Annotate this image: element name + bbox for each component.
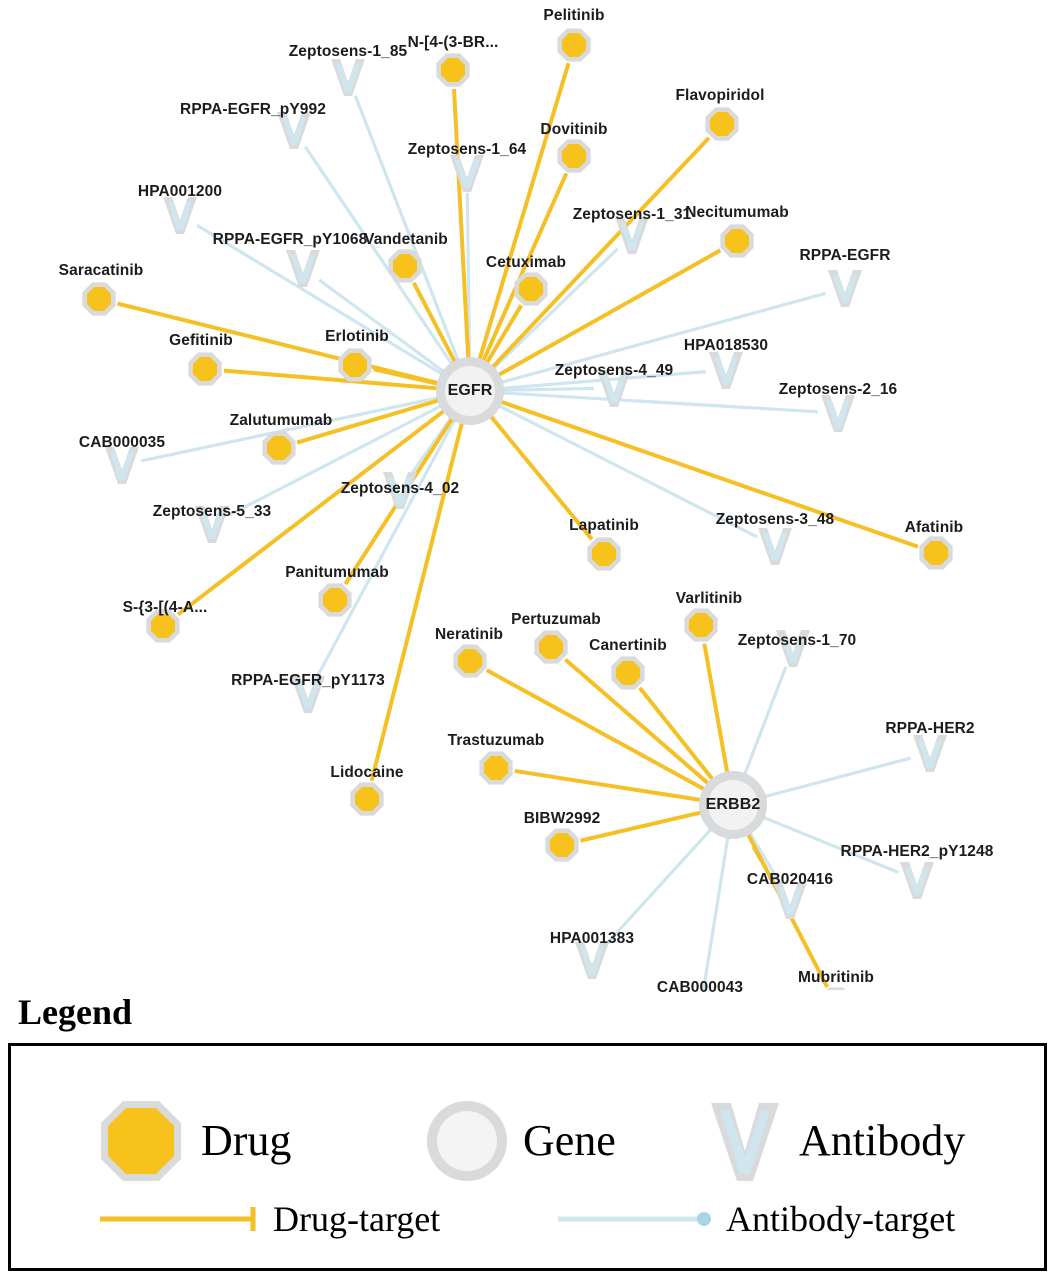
antibody-node-label: Zeptosens-1_85 <box>288 43 408 60</box>
drug-icon <box>550 833 574 857</box>
antibody-node[interactable] <box>913 735 947 772</box>
drug-node[interactable] <box>587 537 620 570</box>
antibody-node-label: RPPA-EGFR <box>799 247 891 264</box>
drug-icon <box>539 635 563 659</box>
legend-item-gene <box>425 1099 616 1183</box>
antibody-node-label: Zeptosens-5_33 <box>152 503 272 520</box>
drug-icon <box>355 787 379 811</box>
gene-node-label: ERBB2 <box>705 796 761 813</box>
drug-node[interactable] <box>318 583 351 616</box>
drug-node-label: Pelitinib <box>543 7 605 24</box>
antibody-node-label: HPA018530 <box>683 337 769 354</box>
drug-icon <box>95 1095 187 1187</box>
drug-icon <box>323 588 347 612</box>
drug-target-edge <box>414 283 456 364</box>
drug-icon <box>689 613 713 637</box>
drug-node-label: N-[4-(3-BR... <box>407 34 499 51</box>
antibody-node[interactable] <box>758 528 792 565</box>
drug-node-label: Necitumumab <box>685 204 789 221</box>
antibody-target-edge <box>762 758 911 797</box>
gene-icon <box>425 1099 509 1183</box>
drug-node[interactable] <box>684 608 717 641</box>
drug-node[interactable] <box>514 272 547 305</box>
antibody-node-label: CAB000035 <box>78 434 166 451</box>
drug-node[interactable] <box>545 828 578 861</box>
antibody-target-edge-icon <box>556 1202 716 1236</box>
drug-node[interactable] <box>338 348 371 381</box>
drug-node-label: Pertuzumab <box>511 611 601 628</box>
drug-node[interactable] <box>534 630 567 663</box>
drug-node-label: S-{3-[(4-A... <box>122 599 208 616</box>
antibody-node[interactable] <box>163 197 197 234</box>
antibody-node[interactable] <box>450 155 484 192</box>
drug-node-label: Lapatinib <box>569 517 639 534</box>
legend-shape-row <box>0 1075 1059 1185</box>
drug-icon <box>562 33 586 57</box>
drug-node-label: Erlotinib <box>325 328 389 345</box>
drug-node-label: Varlitinib <box>675 590 743 607</box>
drug-target-edge <box>479 63 569 361</box>
drug-node[interactable] <box>262 431 295 464</box>
antibody-icon <box>705 1095 785 1187</box>
drug-node-label: Neratinib <box>434 626 504 643</box>
antibody-target-edge <box>500 393 818 412</box>
antibody-node-label: Zeptosens-1_31 <box>572 206 692 223</box>
antibody-target-edge <box>355 96 459 363</box>
drug-icon <box>592 542 616 566</box>
drug-node[interactable] <box>350 782 383 815</box>
legend-title: Legend <box>18 992 133 1032</box>
antibody-node-label: Zeptosens-4_49 <box>554 362 674 379</box>
drug-node[interactable] <box>436 53 469 86</box>
drug-node-label: Gefitinib <box>169 332 233 349</box>
drug-target-edge-icon <box>98 1202 263 1236</box>
drug-icon <box>710 112 734 136</box>
drug-icon <box>193 357 217 381</box>
legend-item-antibody <box>705 1095 965 1187</box>
drug-node-label: Zalutumumab <box>229 412 333 429</box>
drug-icon <box>725 229 749 253</box>
antibody-node-label: Zeptosens-4_02 <box>340 480 460 497</box>
legend-label-antibody: Antibody <box>799 1116 966 1165</box>
antibody-node-label: HPA001200 <box>137 183 223 200</box>
drug-node-label: Dovitinib <box>540 121 608 138</box>
antibody-node-label: HPA001383 <box>549 930 635 947</box>
antibody-target-edge <box>605 827 712 945</box>
drug-target-edge <box>515 771 703 800</box>
drug-node[interactable] <box>919 536 952 569</box>
drug-node-label: Flavopiridol <box>675 87 765 104</box>
drug-node-label: Panitumumab <box>285 564 389 581</box>
antibody-target-edge <box>500 388 594 390</box>
antibody-node-label: CAB020416 <box>746 871 834 888</box>
antibody-node-label: RPPA-EGFR_pY1173 <box>231 672 385 689</box>
legend-label-antibody-target: Antibody-target <box>726 1199 956 1239</box>
legend-label-gene: Gene <box>523 1116 616 1165</box>
drug-node-label: Lidocaine <box>330 764 404 781</box>
drug-icon <box>924 541 948 565</box>
drug-target-edge <box>704 644 727 775</box>
antibody-node-label: Zeptosens-3_48 <box>715 511 835 528</box>
drug-icon <box>519 277 543 301</box>
drug-target-edge <box>224 371 439 389</box>
antibody-node[interactable] <box>821 395 855 432</box>
antibody-node-label: RPPA-EGFR_pY992 <box>180 101 326 118</box>
drug-node[interactable] <box>82 282 115 315</box>
drug-node-label: Mubritinib <box>798 969 874 986</box>
antibody-node-label: RPPA-EGFR_pY1068 <box>212 231 368 248</box>
drug-icon <box>616 661 640 685</box>
antibody-node[interactable] <box>828 270 862 307</box>
legend-edge-row <box>0 1196 1059 1256</box>
drug-node-label: BIBW2992 <box>523 810 601 827</box>
drug-node[interactable] <box>557 139 590 172</box>
drug-node[interactable] <box>188 352 221 385</box>
drug-target-edge <box>499 401 918 547</box>
legend-label-drug-target: Drug-target <box>273 1199 441 1239</box>
drug-icon <box>441 58 465 82</box>
drug-node-label: Canertinib <box>589 637 667 654</box>
gene-node-label: EGFR <box>447 382 493 399</box>
drug-node-label: Afatinib <box>904 519 964 536</box>
antibody-node-label: Zeptosens-2_16 <box>778 381 898 398</box>
drug-icon-halo <box>819 987 852 990</box>
antibody-node[interactable] <box>900 862 934 899</box>
antibody-node-label: CAB000043 <box>656 979 744 996</box>
antibody-node-label: Zeptosens-1_70 <box>737 632 857 649</box>
drug-icon <box>267 436 291 460</box>
drug-node[interactable] <box>557 28 590 61</box>
drug-node[interactable] <box>705 107 738 140</box>
drug-node-label: Trastuzumab <box>447 732 545 749</box>
legend-item-antibody-target <box>556 1201 955 1237</box>
antibody-node-label: Zeptosens-1_64 <box>407 141 527 158</box>
legend-item-drug-target <box>98 1201 440 1237</box>
drug-icon <box>458 649 482 673</box>
drug-icon <box>151 614 175 638</box>
drug-node-label: Cetuximab <box>485 254 567 271</box>
antibody-node[interactable] <box>331 59 365 96</box>
antibody-target-edge <box>744 667 786 777</box>
drug-node[interactable] <box>819 987 852 990</box>
drug-node[interactable] <box>388 249 421 282</box>
antibody-node[interactable] <box>105 447 139 484</box>
drug-icon <box>393 254 417 278</box>
drug-node[interactable] <box>453 644 486 677</box>
drug-node-label: Vandetanib <box>364 231 448 248</box>
drug-icon <box>484 756 508 780</box>
antibody-node-label: RPPA-HER2_pY1248 <box>840 843 994 860</box>
drug-node-label: Saracatinib <box>58 262 144 279</box>
antibody-target-edge <box>703 835 728 990</box>
drug-icon <box>343 353 367 377</box>
drug-icon <box>562 144 586 168</box>
antibody-node[interactable] <box>709 352 743 389</box>
drug-node[interactable] <box>479 751 512 784</box>
drug-node[interactable] <box>720 224 753 257</box>
legend-label-drug: Drug <box>201 1116 292 1165</box>
drug-icon <box>87 287 111 311</box>
drug-node[interactable] <box>611 656 644 689</box>
antibody-node-label: RPPA-HER2 <box>885 720 975 737</box>
legend-item-drug <box>95 1095 291 1187</box>
